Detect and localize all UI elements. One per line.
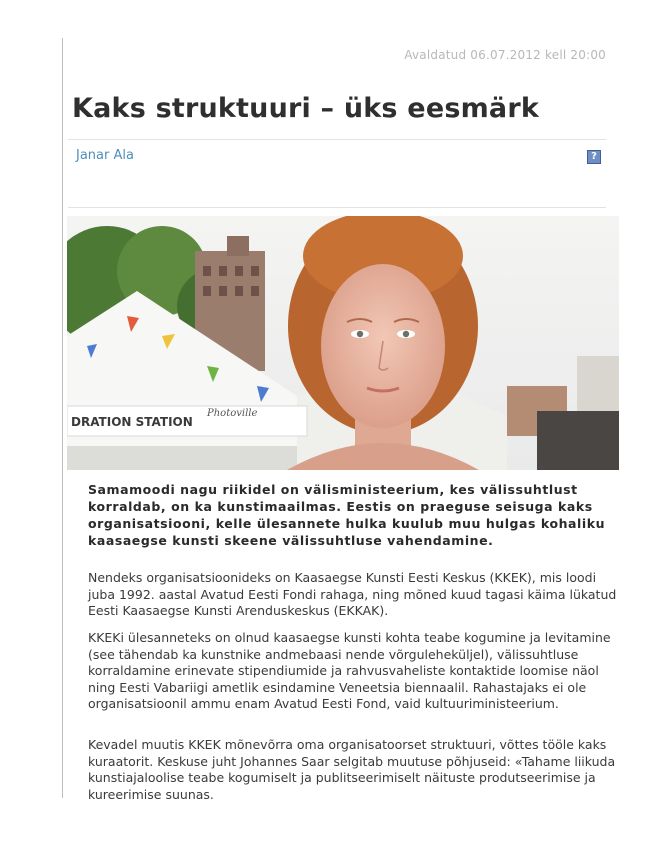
title-divider [68, 139, 606, 140]
publish-date: Avaldatud 06.07.2012 kell 20:00 [404, 48, 606, 62]
article-title: Kaks struktuuri – üks eesmärk [72, 93, 540, 124]
help-icon[interactable]: ? [587, 150, 601, 164]
author-link[interactable]: Janar Ala [76, 148, 134, 163]
article-lead: Samamoodi nagu riikidel on välisministeerium, kes välissuhtlust korraldab, on ka kunstimaailmas. Eestis on praeguse seisuga kaks organisatsiooni, kelle ülesannete hulka kuulub muu hulgas kohaliku kaasaegse kunsti skeene välissuhtluse vahendamine. [88, 482, 606, 548]
tent-banner-text: Photoville [207, 408, 258, 419]
article-paragraph: Nendeks organisatsioonideks on Kaasaegse Kunsti Eesti Keskus (KKEK), mis loodi juba 1992. aastal Avatud Eesti Fondi rahaga, ning mõned kuud tagasi käima lükatud Eesti Kaasaegse Kunsti Arenduskeskus (EKKAK). [88, 570, 617, 619]
article-photo [67, 216, 619, 470]
author-divider [68, 207, 606, 208]
left-margin-rule [62, 38, 63, 798]
tent-sign-text: DRATION STATION [71, 415, 193, 429]
photo-illustration [67, 216, 619, 470]
article-paragraph: Kevadel muutis KKEK mõnevõrra oma organisatoorset struktuuri, võttes tööle kaks kuraatorit. Keskuse juht Johannes Saar selgitab muutuse põhjuseid: «Tahame liikuda kunstiajaloolise teabe kogumiselt ja publitseerimiselt näituste produtseerimise ja kureerimise suunas. [88, 737, 616, 802]
article-paragraph: KKEKi ülesanneteks on olnud kaasaegse kunsti kohta teabe kogumine ja levitamine (see tähendab ka kunstnike andmebaasi nende võrguleheküljel), välissuhtluse korraldamine erinevate stipendiumide ja rahvusvaheliste kontaktide loomise näol ning Eesti Vabariigi ametlik esindamine Veneetsia biennaalil. Rahastajaks ei ole organisatsioonil ammu enam Avatud Eesti Fond, vaid kultuuriministeerium. [88, 630, 611, 712]
